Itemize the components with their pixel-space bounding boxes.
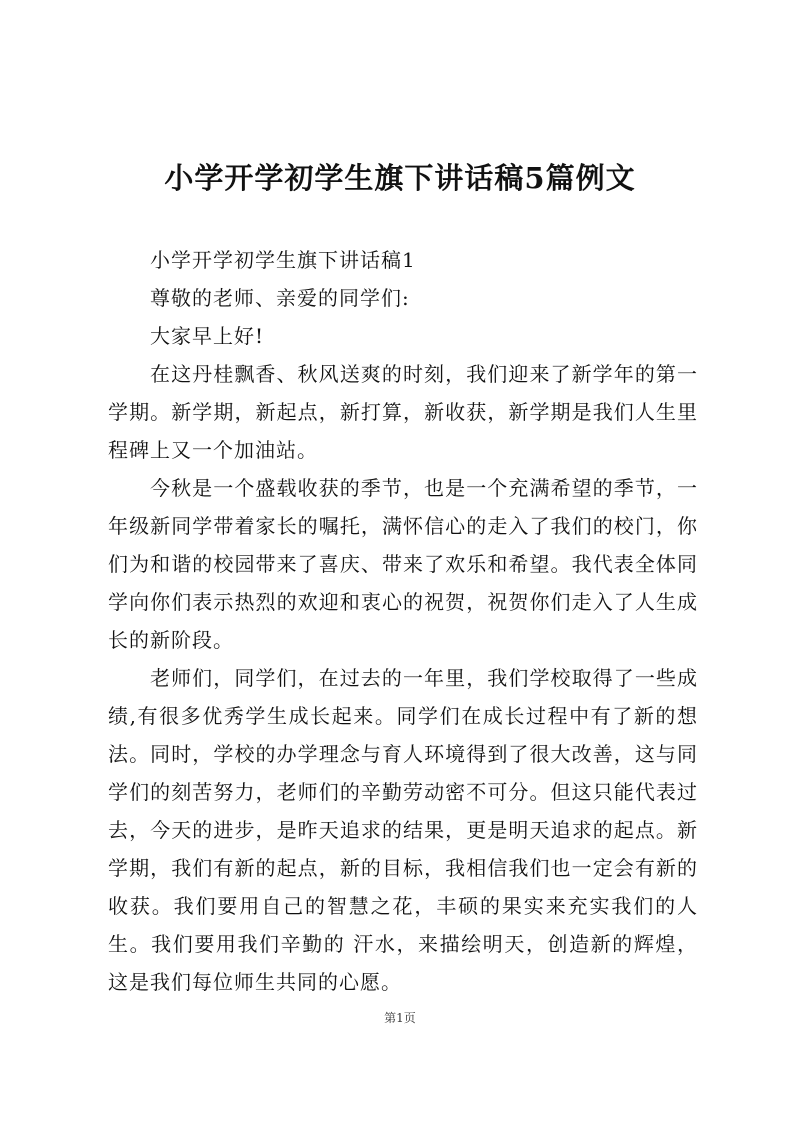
body-paragraph: 在这丹桂飘香、秋风送爽的时刻，我们迎来了新学年的第一学期。新学期，新起点，新打算，新收获，新学期是我们人生里程碑上又一个加油站。 (108, 362, 698, 462)
document-title: 小学开学初学生旗下讲话稿5篇例文 (164, 161, 636, 195)
body-paragraph: 老师们，同学们，在过去的一年里，我们学校取得了一些成绩,有很多优秀学生成长起来。同学们在成长过程中有了新的想法。同时，学校的办学理念与育人环境得到了很大改善，这与同学们的刻苦努力，老师们的辛勤劳动密不可分。但这只能代表过去，今天的进步，是昨天追求的结果，更是明天追求的起点。新学期，我们有新的起点，新的目标，我相信我们也一定会有新的收获。我们要用自己的智慧之花，丰硕的果实来充实我们的人生。我们要用我们辛勤的 汗水，来描绘明天，创造新的辉煌，这是我们每位师生共同的心愿。 (108, 666, 698, 994)
greeting: 大家早上好! (150, 324, 265, 348)
section-heading: 小学开学初学生旗下讲话稿1 (150, 248, 416, 272)
page-number: 第1页 (384, 1011, 416, 1025)
body-paragraph: 今秋是一个盛载收获的季节，也是一个充满希望的季节，一年级新同学带着家长的嘱托，满怀信心的走入了我们的校门，你们为和谐的校园带来了喜庆、带来了欢乐和希望。我代表全体同学向你们表示热烈的欢迎和衷心的祝贺，祝贺你们走入了人生成长的新阶段。 (108, 476, 698, 652)
document-body (108, 241, 698, 1001)
salutation: 尊敬的老师、亲爱的同学们: (150, 286, 410, 310)
